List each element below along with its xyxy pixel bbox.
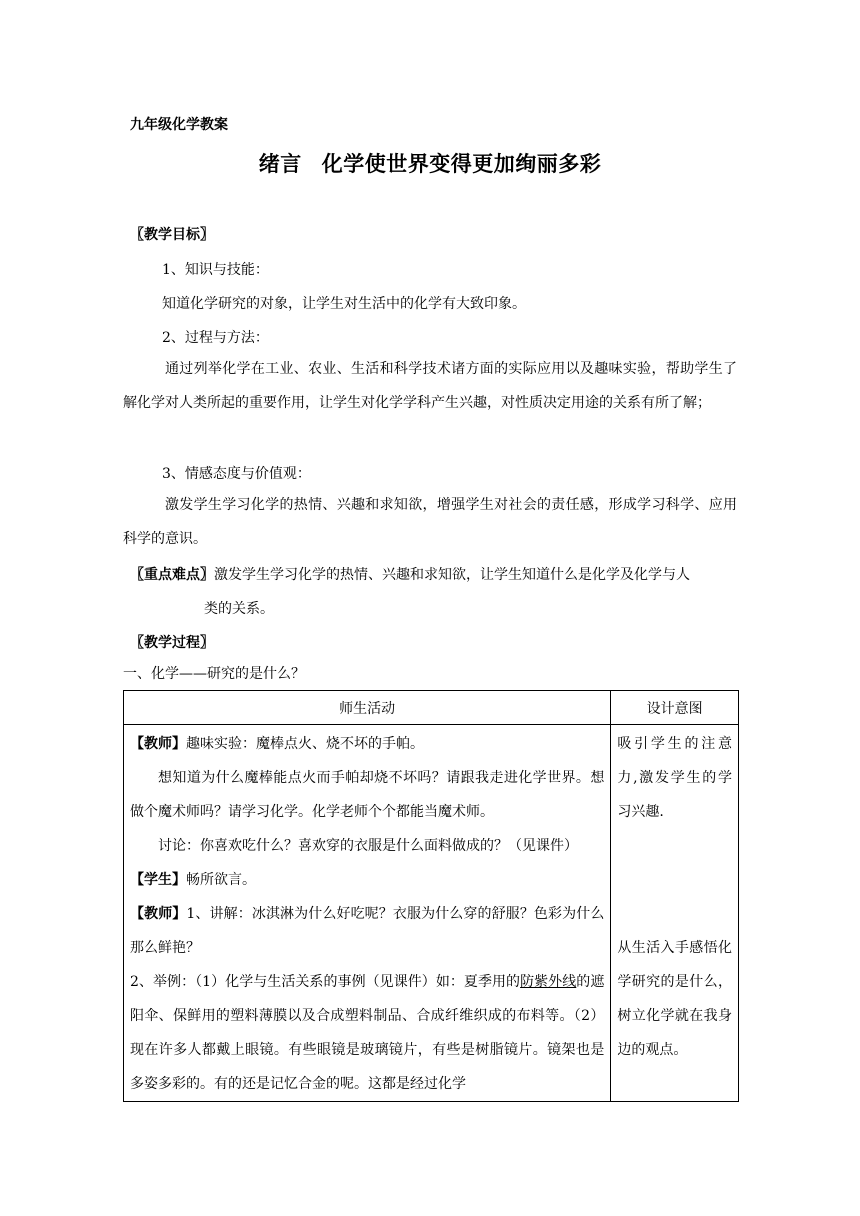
- document-header: 九年级化学教案: [130, 117, 228, 133]
- title-part2: 化学使世界变得更加绚丽多彩: [321, 152, 602, 176]
- process-heading: 〖教学过程〗: [130, 635, 214, 651]
- header-intent: 设计意图: [611, 691, 739, 725]
- objectives-heading: 〖教学目标〗: [130, 227, 214, 243]
- key-points-text: 激发学生学习化学的热情、兴趣和求知欲，让学生知道什么是化学及化学与人: [214, 567, 690, 583]
- teacher-tag: 【教师】: [130, 906, 187, 922]
- key-points-line: [130, 565, 690, 585]
- header-activities: 师生活动: [124, 691, 611, 725]
- table-header-row: [124, 691, 739, 725]
- objective-2-text: 通过列举化学在工业、农业、生活和科学技术诸方面的实际应用以及趣味实验，帮助学生了解化学对人类所起的重要作用，让学生对化学学科产生兴趣，对性质决定用途的关系有所了解；: [123, 361, 737, 411]
- teacher-tag: 【教师】: [130, 736, 186, 752]
- title-part1: 绪言: [258, 152, 302, 176]
- objective-1-title: 1、知识与技能：: [162, 262, 269, 278]
- intent-text-1: 吸引学生的注意力,激发学生的学习兴趣.: [617, 736, 732, 820]
- teaching-process-table: [123, 690, 739, 1102]
- activity-paragraph: 2、举例：（1）化学与生活关系的事例（见课件）如：夏季用的防紫外线的遮阳伞、保鲜用的塑料薄膜以及合成塑料制品、合成纤维织成的布料等。（2）现在许多人都戴上眼镜。有些眼镜是玻璃镜片，有些是树脂镜片。镜架也是多姿多彩的。有的还是记忆合金的呢。这都是经过化学: [130, 974, 605, 1092]
- activity-paragraph: 【学生】畅所欲言。: [130, 872, 256, 888]
- key-points-text-cont: 类的关系。: [204, 601, 274, 617]
- section-1-heading: 一、化学——研究的是什么？: [123, 666, 305, 682]
- activity-paragraph: 【教师】1、讲解：冰淇淋为什么好吃呢？衣服为什么穿的舒服？色彩为什么那么鲜艳？: [130, 906, 605, 956]
- activity-paragraph: 讨论：你喜欢吃什么？喜欢穿的衣服是什么面料做成的？（见课件）: [158, 838, 578, 854]
- student-tag: 【学生】: [130, 872, 186, 888]
- activity-paragraph: 【教师】趣味实验：魔棒点火、烧不坏的手帕。: [130, 736, 424, 752]
- objective-2-title: 2、过程与方法：: [162, 330, 269, 346]
- intent-cell: [611, 725, 739, 1102]
- objective-1-text: 知道化学研究的对象，让学生对生活中的化学有大致印象。: [162, 296, 526, 312]
- intent-text-2: 从生活入手感悟化学研究的是什么，树立化学就在我身边的观点。: [617, 940, 732, 1058]
- key-points-label: 〖重点难点〗: [130, 567, 214, 583]
- objective-3-title: 3、情感态度与价值观：: [162, 466, 311, 482]
- activities-cell: [124, 725, 611, 1102]
- table-row: [124, 725, 739, 1102]
- underlined-term: 防紫外线: [520, 974, 577, 990]
- lesson-title: [0, 148, 860, 178]
- activity-paragraph: 想知道为什么魔棒能点火而手帕却烧不坏吗？请跟我走进化学世界。想做个魔术师吗？请学习化学。化学老师个个都能当魔术师。: [130, 770, 605, 820]
- objective-3-text: 激发学生学习化学的热情、兴趣和求知欲，增强学生对社会的责任感，形成学习科学、应用科学的意识。: [123, 497, 737, 547]
